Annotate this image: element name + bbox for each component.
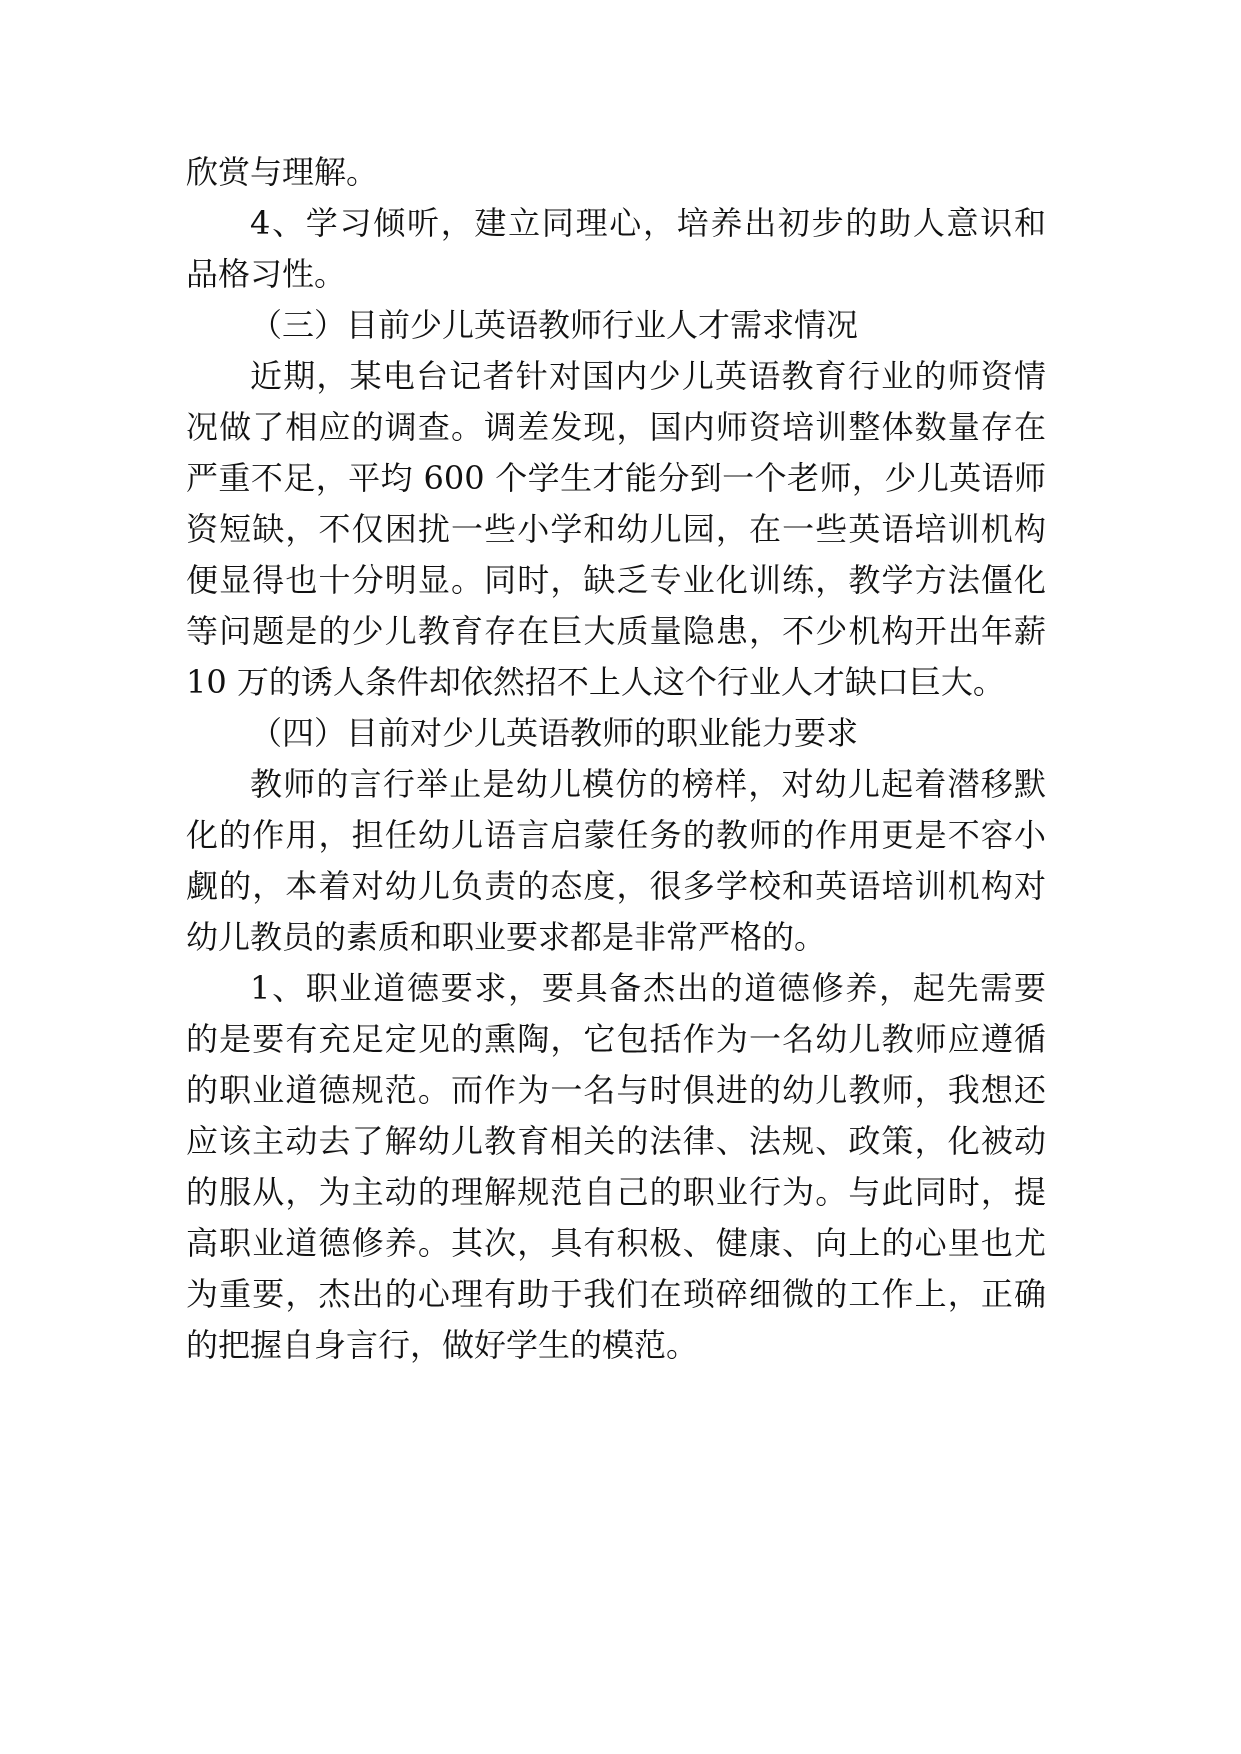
text-line: 等问题是的少儿教育存在巨大质量隐患，不少机构开出年薪 — [186, 612, 1046, 650]
text-line: 幼儿教员的素质和职业要求都是非常严格的。 — [186, 918, 827, 956]
text-line: 高职业道德修养。其次，具有积极、健康、向上的心里也尤 — [186, 1224, 1046, 1262]
text-line: 严重不足，平均 600 个学生才能分到一个老师，少儿英语师 — [186, 459, 1046, 497]
text-line: 的职业道德规范。而作为一名与时俱进的幼儿教师，我想还 — [186, 1071, 1046, 1109]
text-line: 化的作用，担任幼儿语言启蒙任务的教师的作用更是不容小 — [186, 816, 1046, 854]
text-line: 觑的，本着对幼儿负责的态度，很多学校和英语培训机构对 — [186, 867, 1046, 905]
text-line: 10 万的诱人条件却依然招不上人这个行业人才缺口巨大。 — [186, 663, 1005, 701]
text-line: 资短缺，不仅困扰一些小学和幼儿园，在一些英语培训机构 — [186, 510, 1046, 548]
text-line: 便显得也十分明显。同时，缺乏专业化训练，教学方法僵化 — [186, 561, 1046, 599]
text-line: 教师的言行举止是幼儿模仿的榜样，对幼儿起着潜移默 — [250, 765, 1046, 803]
text-line: 为重要，杰出的心理有助于我们在琐碎细微的工作上，正确 — [186, 1275, 1046, 1313]
text-line: 欣赏与理解。 — [186, 153, 379, 191]
text-line: 近期，某电台记者针对国内少儿英语教育行业的师资情 — [250, 357, 1046, 395]
text-line: 的服从，为主动的理解规范自己的职业行为。与此同时，提 — [186, 1173, 1046, 1211]
text-line: 的把握自身言行，做好学生的模范。 — [186, 1326, 699, 1364]
section-heading: （四）目前对少儿英语教师的职业能力要求 — [250, 714, 859, 752]
text-line: 的是要有充足定见的熏陶，它包括作为一名幼儿教师应遵循 — [186, 1020, 1046, 1058]
text-line: 1、职业道德要求，要具备杰出的道德修养，起先需要 — [250, 969, 1046, 1007]
text-line: 品格习性。 — [186, 255, 347, 293]
section-heading: （三）目前少儿英语教师行业人才需求情况 — [250, 306, 859, 344]
text-line: 4、学习倾听，建立同理心，培养出初步的助人意识和 — [250, 204, 1046, 242]
text-line: 应该主动去了解幼儿教育相关的法律、法规、政策，化被动 — [186, 1122, 1046, 1160]
text-line: 况做了相应的调查。调差发现，国内师资培训整体数量存在 — [186, 408, 1046, 446]
